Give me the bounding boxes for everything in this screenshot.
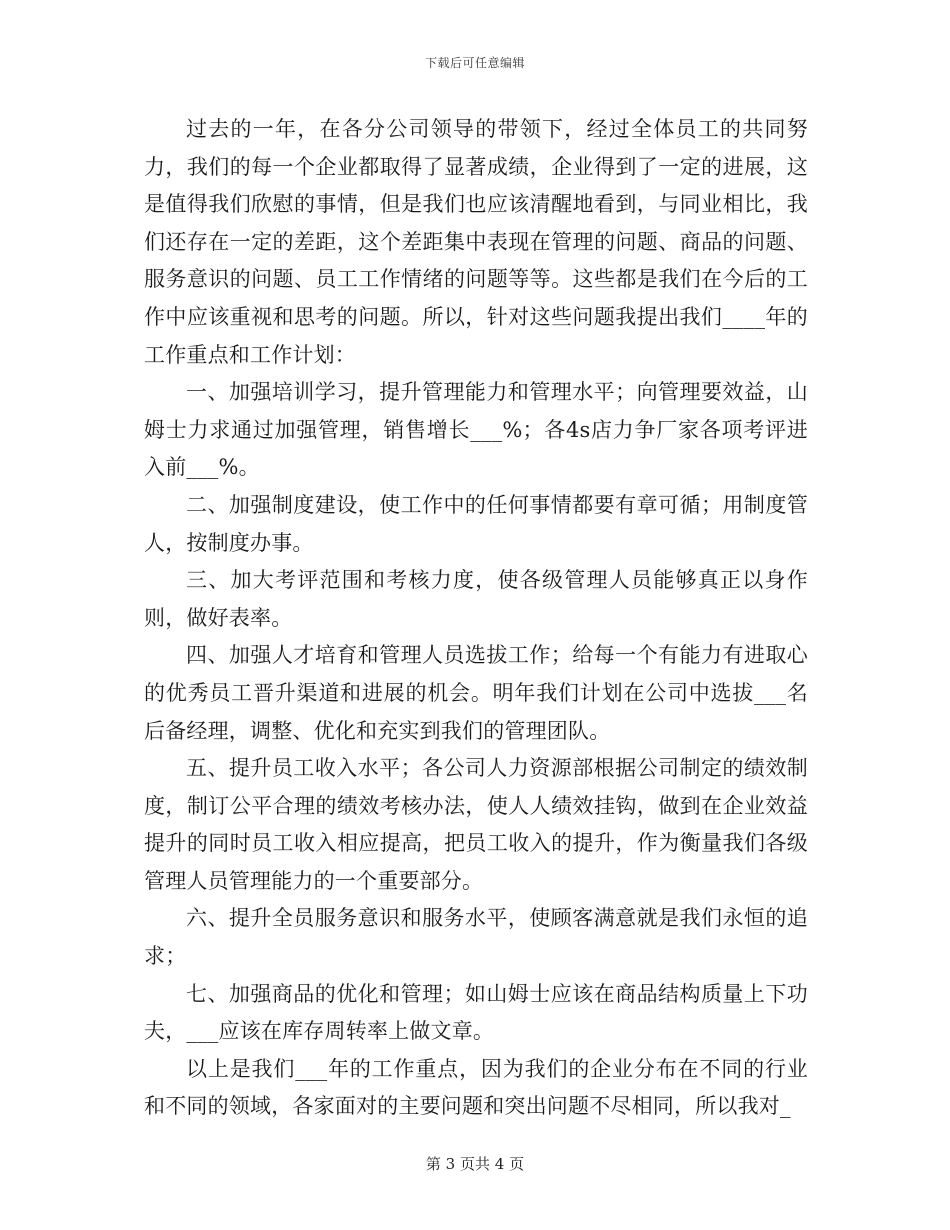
paragraph-conclusion: 以上是我们___年的工作重点，因为我们的企业分布在不同的行业和不同的领域，各家面对的主要问题和突出问题不尽相同，所以我对_ bbox=[144, 1056, 808, 1119]
paragraph-item-7: 七、加强商品的优化和管理；如山姆士应该在商品结构质量上下功夫，___应该在库存周转率上做文章。 bbox=[144, 981, 808, 1044]
paragraph-item-5: 五、提升员工收入水平；各公司人力资源部根据公司制定的绩效制度，制订公平合理的绩效考核办法，使人人绩效挂钩，做到在企业效益提升的同时员工收入相应提高，把员工收入的提升，作为衡量我们各级管理人员管理能力的一个重要部分。 bbox=[144, 756, 808, 893]
paragraph-item-1: 一、加强培训学习，提升管理能力和管理水平；向管理要效益，山姆士力求通过加强管理，销售增长___%；各4s店力争厂家各项考评进入前___%。 bbox=[144, 380, 808, 480]
document-body bbox=[144, 111, 808, 1126]
paragraph-item-2: 二、加强制度建设，使工作中的任何事情都要有章可循；用制度管人，按制度办事。 bbox=[144, 492, 808, 555]
paragraph-intro: 过去的一年，在各分公司领导的带领下，经过全体员工的共同努力，我们的每一个企业都取得了显著成绩，企业得到了一定的进展，这是值得我们欣慰的事情，但是我们也应该清醒地看到，与同业相比，我们还存在一定的差距，这个差距集中表现在管理的问题、商品的问题、服务意识的问题、员工工作情绪的问题等等。这些都是我们在今后的工作中应该重视和思考的问题。所以，针对这些问题我提出我们____年的工作重点和工作计划： bbox=[144, 117, 808, 367]
paragraph-item-6: 六、提升全员服务意识和服务水平，使顾客满意就是我们永恒的追求； bbox=[144, 906, 808, 969]
page-header-note: 下载后可任意编辑 bbox=[424, 56, 525, 70]
page-number: 第 3 页共 4 页 bbox=[425, 1155, 525, 1173]
paragraph-item-3: 三、加大考评范围和考核力度，使各级管理人员能够真正以身作则，做好表率。 bbox=[144, 568, 808, 630]
paragraph-item-4: 四、加强人才培育和管理人员选拔工作；给每一个有能力有进取心的优秀员工晋升渠道和进展的机会。明年我们计划在公司中选拔___名后备经理，调整、优化和充实到我们的管理团队。 bbox=[144, 643, 808, 743]
